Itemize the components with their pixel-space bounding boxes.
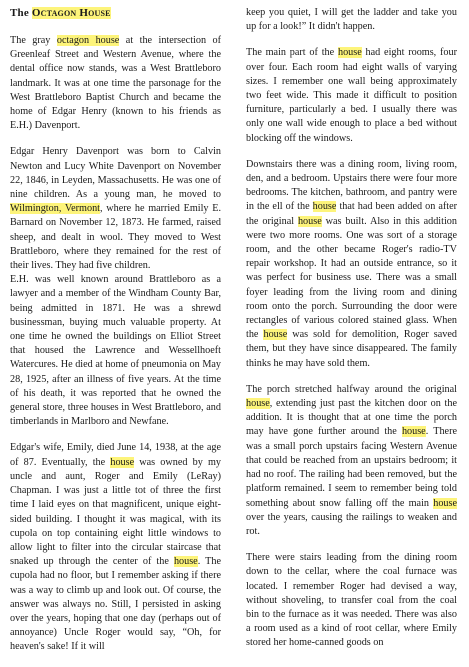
text-run: The porch stretched halfway around the original [246,383,457,395]
highlighted-term: house [173,556,198,568]
highlighted-term: house [110,456,135,468]
text-run: There were stairs leading from the dining room down to the cellar, where the coal furnace was located. I remember Roger had devised a way, without shoveling, to transfer coal from the coal bin to the furnace as it was needed. There was also a room used as a kind of root cellar, where Emily stored her home-canned goods on [246,552,457,649]
title-prefix: The [10,7,29,19]
text-run: The gray [10,35,57,46]
text-run: had eight rooms, four over four. Each room had eight walls of varying sizes. I remember one wall being approximately two feet wide. This made it difficult to position furniture, particularly a bed. I usually there was only one wall wide enough to place a bed without blocking off the windows. [246,47,457,144]
text-run: E.H. was well known around Brattleboro as a lawyer and a member of the Windham County Bar, being admitted in 1871. He was a shrewd businessman, buying much valuable property. At one time he owned the buildings on Elliot Street that housed the Lawrence and Wessellhoeft Watercures. He died at home of pneumonia on May 28, 1925, after an illness of five years. At the time of his death, it was reported that he owned the general store, three houses in West Brattleboro, and timberlands in Marlboro and Newfane. [10,274,221,428]
highlighted-term: house [401,426,426,438]
text-run: Edgar Henry Davenport was born to Calvin Newton and Lucy White Davenport on November 22, 1846, in Leyden, Massachusetts. He was one of nine children. As a young man, he moved to [10,146,221,201]
paragraph [10,34,221,133]
highlighted-term: house [263,329,288,341]
text-run: over the years, causing the railings to weaken and rot. [246,511,457,537]
text-run: , extending just past the kitchen door on the addition. It is thought that at one time the porch may have gone further around the [246,398,457,438]
text-run: . The cupola had no floor, but I remember asking if there was a way to climb up and look out. Of course, the answer was always no. Still, I persisted in asking over the years, hoping that one day (perhaps out of annoyance) Uncle Roger would say, “Oh, for heaven's sake! If it will [10,556,221,653]
text-run: . There was a small porch upstairs facing Western Avenue that could be reached from an upstairs bedroom; it had no roof. The railing had been removed, but the platform remained. I seem to remember being told something about snow falling off the main [246,426,457,509]
highlighted-term: Wilmington, Vermont [10,203,100,215]
highlighted-term: house [297,215,322,227]
text-run: keep you quiet, I will get the ladder and take you up for a look!” It didn't happen. [246,7,457,33]
text-run: was built. Also in this addition were two more rooms. One was sort of a storage room, and the other became Roger's radio-TV repair workshop. It had an outside entrance, so it was perfect for business use. There was a small foyer leading from the living room and dining room onto the porch. Surrounding the door were rectangles of various colored stained glass. When the [246,215,457,341]
text-run: The main part of the [246,47,338,59]
text-run: Edgar's wife, Emily, died June 14, 1938, at the age of 87. Eventually, the [10,442,221,468]
paragraph [246,158,457,371]
text-run: , where he married Emily E. Barnard on November 12, 1873. He farmed, raised sheep, and dealt in wool. They moved to West Brattleboro, where they remained for the rest of their lives. They had five children. [10,203,221,272]
paragraph [246,46,457,145]
paragraph [10,145,221,273]
highlighted-term: octagon house [56,35,120,46]
highlighted-term: house [433,497,457,509]
text-run: Downstairs there was a dining room, living room, den, and a bedroom. Upstairs there were four more bedrooms. The kitchen, bathroom, and pantry were in the ell of the [246,158,457,213]
left-column [10,6,221,667]
paragraph [246,383,457,539]
highlighted-term: house [337,47,362,59]
text-run: was owned by my uncle and aunt, Roger and Emily (LeRay) Chapman. I was just a little tot of three the first time I laid eyes on that magnificent, unique eight-sided building. I thought it was magical, with its cupola on top containing eight little windows to allow light to filter into the circular staircase that snaked up through the center of the [10,456,221,568]
paragraph [10,441,221,654]
article-title [10,6,221,20]
highlighted-term: house [312,201,337,213]
text-run: that had been added on after the original [246,201,457,227]
text-run: at the intersection of Greenleaf Street and Western Avenue, where the dental office now stands, was a West Brattleboro landmark. It was at one time the parsonage for the West Brattleboro Baptist Church and became the home of Edgar Henry (known to his friends as E.H.) Davenport. [10,35,221,132]
right-column [246,6,457,663]
highlighted-term: house [246,398,270,410]
paragraph [10,273,221,429]
paragraph [246,551,457,650]
right-paragraphs [246,6,457,651]
left-paragraphs [10,34,221,655]
paragraph [246,6,457,34]
text-run: was sold for demolition, Roger saved them, but they have since disappeared. The family thinks he may have sold them. [246,329,457,369]
title-highlighted: Octagon House [31,7,111,19]
